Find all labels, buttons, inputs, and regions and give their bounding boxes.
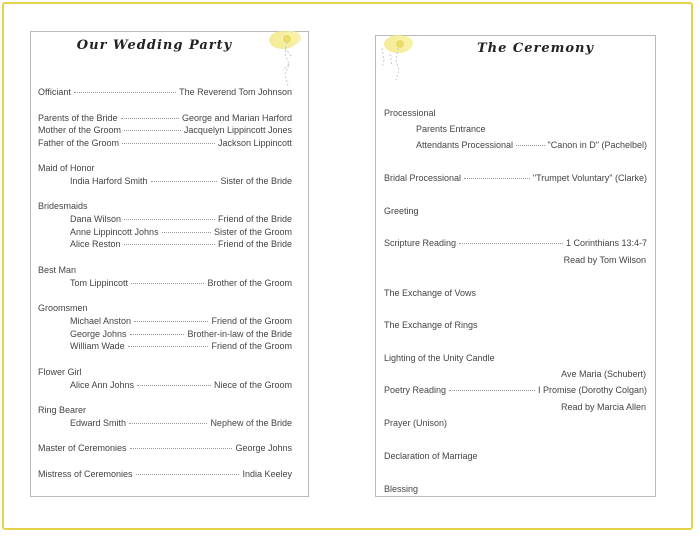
exchange-vows: The Exchange of Vows [384, 288, 477, 298]
officiant-row [38, 87, 292, 98]
groomsman-row [70, 316, 292, 327]
maid-of-honor-role: Sister of the Bride [220, 176, 292, 186]
bridesmaid-row [70, 214, 292, 225]
scripture-reader: Read by Tom Wilson [563, 255, 646, 265]
father-groom-name: Jackson Lippincott [217, 138, 292, 148]
blessing: Blessing [384, 484, 419, 494]
ceremony-panel [375, 35, 656, 497]
bridesmaid-name: Alice Reston [70, 239, 121, 249]
attendants-row [416, 140, 647, 151]
flower-girl-name: Alice Ann Johns [70, 380, 135, 390]
attendants-music: "Canon in D" (Pachelbel) [547, 140, 647, 150]
bridesmaid-role: Friend of the Bride [217, 239, 292, 249]
groomsman-row [70, 329, 292, 340]
groomsman-name: George Johns [70, 329, 127, 339]
bridesmaid-row [70, 227, 292, 238]
father-groom-row [38, 138, 292, 149]
bridesmaid-role: Sister of the Groom [213, 227, 292, 237]
flower-girl-role: Niece of the Groom [213, 380, 292, 390]
best-man-row [70, 278, 292, 289]
groomsman-role: Brother-in-law of the Bride [187, 329, 292, 339]
master-ceremonies-label: Master of Ceremonies [38, 443, 127, 453]
officiant-name: The Reverend Tom Johnson [179, 87, 292, 97]
parents-bride-label: Parents of the Bride [38, 113, 118, 123]
ring-bearer-role: Nephew of the Bride [210, 418, 292, 428]
groomsmen-heading: Groomsmen [38, 303, 88, 313]
best-man-role: Brother of the Groom [207, 278, 292, 288]
flower-girl-heading: Flower Girl [38, 367, 82, 377]
officiant-label: Officiant [38, 87, 71, 97]
bridesmaid-row [70, 239, 292, 250]
parents-bride-row [38, 113, 292, 124]
mistress-ceremonies-row [38, 469, 292, 480]
mistress-ceremonies-name: India Keeley [242, 469, 292, 479]
mother-groom-row [38, 125, 292, 136]
maid-of-honor-row [70, 176, 292, 187]
master-ceremonies-row [38, 443, 292, 454]
poetry-label: Poetry Reading [384, 385, 447, 395]
ring-bearer-heading: Ring Bearer [38, 405, 87, 415]
mistress-ceremonies-label: Mistress of Ceremonies [38, 469, 133, 479]
flower-girl-row [70, 380, 292, 391]
ribbon-bow-ornament [378, 26, 422, 96]
poetry-row [384, 385, 647, 396]
ribbon-bow-ornament [263, 20, 307, 90]
best-man-heading: Best Man [38, 265, 77, 275]
groomsman-role: Friend of the Groom [211, 316, 292, 326]
groomsman-name: Michael Anston [70, 316, 132, 326]
attendants-label: Attendants Processional [416, 140, 514, 150]
wedding-party-panel [30, 31, 309, 497]
poetry-reader: Read by Marcia Allen [560, 402, 646, 412]
father-groom-label: Father of the Groom [38, 138, 120, 148]
ring-bearer-row [70, 418, 292, 429]
groomsman-row [70, 341, 292, 352]
prayer: Prayer (Unison) [384, 418, 448, 428]
master-ceremonies-name: George Johns [235, 443, 292, 453]
parents-bride-names: George and Marian Harford [181, 113, 292, 123]
bridesmaid-name: Anne Lippincott Johns [70, 227, 159, 237]
scripture-row [384, 238, 647, 249]
parents-entrance: Parents Entrance [416, 124, 486, 134]
bridal-label: Bridal Processional [384, 173, 462, 183]
groomsman-role: Friend of the Groom [211, 341, 292, 351]
best-man-name: Tom Lippincott [70, 278, 129, 288]
ring-bearer-name: Edward Smith [70, 418, 127, 428]
mother-groom-name: Jacquelyn Lippincott Jones [183, 125, 292, 135]
exchange-rings: The Exchange of Rings [384, 320, 478, 330]
unity-candle: Lighting of the Unity Candle [384, 353, 495, 363]
ave-maria: Ave Maria (Schubert) [561, 369, 646, 379]
ceremony-title: The Ceremony [476, 41, 595, 56]
maid-of-honor-heading: Maid of Honor [38, 163, 95, 173]
bridesmaid-name: Dana Wilson [70, 214, 122, 224]
maid-of-honor-name: India Harford Smith [70, 176, 148, 186]
wedding-party-title: Our Wedding Party [76, 38, 233, 53]
greeting: Greeting [384, 206, 419, 216]
scripture-passage: 1 Corinthians 13:4-7 [565, 238, 647, 248]
bridesmaids-heading: Bridesmaids [38, 201, 88, 211]
groomsman-name: William Wade [70, 341, 125, 351]
declaration: Declaration of Marriage [384, 451, 478, 461]
bridesmaid-role: Friend of the Bride [217, 214, 292, 224]
mother-groom-label: Mother of the Groom [38, 125, 122, 135]
processional-heading: Processional [384, 108, 436, 118]
bridal-row [384, 173, 647, 184]
poetry-title: I Promise (Dorothy Colgan) [537, 385, 647, 395]
bridal-music: "Trumpet Voluntary" (Clarke) [532, 173, 647, 183]
scripture-label: Scripture Reading [384, 238, 457, 248]
